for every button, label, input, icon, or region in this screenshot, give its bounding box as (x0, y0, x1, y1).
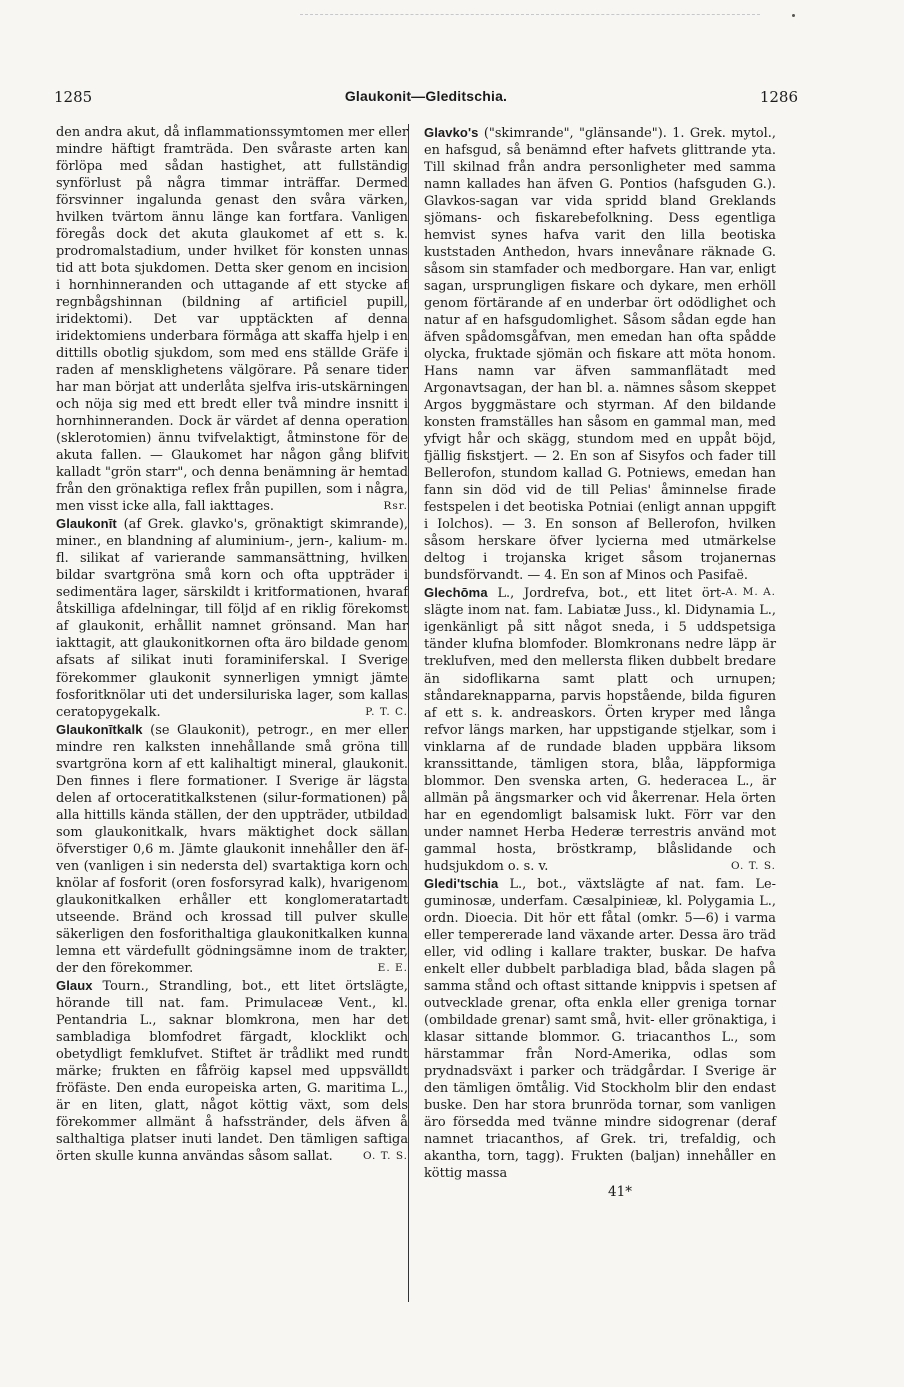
scan-speck (792, 14, 795, 17)
entry-text: (af Grek. glavko's, grönaktigt skimrande), miner., en blandning af aluminium-, jern-, kalium- m. fl. silikat af varierande sammansättning, hvilken bildar svartgröna små korn och ofta uppträder i sedimentära lager, särskildt i kritformationen, hvaraf åtskilliga afdelningar, till följd af en riklig förekomst af glaukonit, erhållit namnet grönsand. Man har iakttagit, att glaukonitkornen ofta äro bildade genom afsats af silikat inuti foraminiferskal. I Sverige förekommer glaukonit synnerligen ymnigt jämte fosforitknölar uti det undersiluriska lager, som kallas ceratopygekalk. (56, 517, 408, 720)
right-column (424, 124, 776, 1201)
entry-glechoma (424, 584, 776, 874)
entry-text: Tourn., Strandling, bot., ett litet örtslägte, hörande till nat. fam. Primulaceæ Vent., kl. Pentandria L., saknar blomkrona, men har det sambladiga blomfodret färgadt, klocklikt och obetydligt femklufvet. Stiftet är trådlikt med rundt märke; frukten en fåfröig kapsel med uppsvälldt fröfäste. Den enda europeiska arten, G. maritima L., är en liten, glatt, något köttig växt, som dels förekommer allmänt å hafsstränder, dels äfven å salthaltiga platser inuti landet. Den tämligen saftiga örten skulle kunna användas såsom sallat. (56, 978, 408, 1164)
page-number-right: 1286 (759, 88, 798, 106)
entry-signature: E. E. (377, 961, 408, 974)
column-divider (408, 124, 409, 1302)
entry-gleditschia (424, 875, 776, 1182)
headword: Gledi'tschia (424, 875, 499, 891)
entry-signature: Rsr. (383, 500, 408, 513)
entry-signature: O. T. S. (363, 1149, 408, 1162)
running-title: Glaukonit—Gleditschia. (344, 88, 508, 104)
entry-signature: A. M. A. (725, 586, 776, 599)
entry-text: (se Glaukonit), petrogr., en mer eller mindre ren kalksten innehållande små gröna till svartgröna korn af ett kalihaltigt mineral, glaukonit. Den finnes i flere formationer. I Sverige är lägsta delen af ortoceratitkalkstenen (silur-formationen) på alla hittills kända ställen, der den uppträder, utbildad som glaukonitkalk, hvars mäktighet dock sällan öfverstiger 0,6 m. Jämte glaukonit innehåller den äfven (vanligen i sin nedersta del) svartaktiga korn och knölar af fosforit (oren fosforsyrad kalk), hvarigenom glaukonitkalken erhåller ett konglomeratartadt utseende. Bränd och krossad till pulver skulle säkerligen den fosforithaltiga glaukonitkalken kunna lemna ett värdefullt gödningsämne inom de trakter, der den förekommer. (56, 722, 408, 976)
page-number-left: 1285 (54, 88, 93, 106)
entry-signature: P. T. C. (365, 705, 408, 718)
left-column (56, 124, 408, 1165)
entry-text: L., bot., växtslägte af nat. fam. Leguminosæ, underfam. Cæsalpinieæ, kl. Polygamia L., ordn. Dioecia. Dit hör ett fåtal (omkr. 5—6) i varma eller tempererade land växande arter. Dessa äro träd eller, vid odling i kallare trakter, buskar. De hafva enkelt eller dubbelt parbladiga blad, båda slagen på samma stånd och oftast sittande knippvis i spetsen af outvecklade grenar, ofta enkla eller greniga tornar (ombildade grenar) samt små, hvit- eller grönaktiga, i klasar sittande blommor. G. triacanthos L., som härstammar från Nord-Amerika, odlas som prydnadsväxt i parker och trädgårdar. I Sverige är den tämligen ömtålig. Vid Stockholm blir den endast buske. Den har stora brunröda tornar, som vanligen äro försedda med tvänne mindre sidogrenar (deraf namnet triacanthos, af Grek. tri, trefaldig, och akantha, torn, tagg). Frukten (baljan) innehåller en köttig massa (424, 876, 776, 1181)
headword: Glavko's (424, 125, 479, 140)
headword: Glaux (56, 977, 93, 993)
entry-glaukonit (56, 515, 408, 720)
page-header (54, 88, 798, 110)
entry-signature: O. T. S. (731, 859, 776, 872)
headword: Glaukonīt (56, 516, 117, 532)
headword: Glaukonītkalk (56, 721, 143, 737)
sheet-signature-mark: 41* (608, 1183, 632, 1200)
entry-text: ("skimrande", "glänsande"). 1. Grek. mytol., en hafsgud, så benämnd efter hafvets glittrande yta. Till skilnad från andra personligheter med samma namn kallades han äfven G. Pontios (hafsguden G.). Glavkos-sagan var vida spridd bland Greklands sjömans- och fiskarebefolkning. Dess egentliga hemvist synes hafva varit den lilla beotiska kuststaden Anthedon, hvars innevånare räknade G. såsom sin stamfader och medborgare. Han var, enligt sagan, ursprungligen fiskare och dykare, men erhöll genom förtärande af en underbar ört odödlighet och natur af en hafsgudomlighet. Såsom sådan egde han äfven spådomsgåfvan, men emedan han ofta spådde olycka, fruktade sjömän och fiskare att möta honom. Hans namn var äfven sammanflätadt med Argonavtsagan, der han bl. a. nämnes såsom skeppet Argos byggmästare och styrman. Af den bildande konsten framställes han såsom en gammal man, med yfvigt hår och skägg, stundom med en uppåt böjd, fjällig fiskstjert. — 2. En son af Sisyfos och fader till Bellerofon, stundom kallad G. Potniews, emedan han fann sin död vid de till Pelias' åminnelse firade festspelen i det beotiska Potniai (enligt annan uppgift i Iolchos). — 3. En sonson af Bellerofon, hvilken såsom herskare öfver lycierna med utmärkelse deltog i trojanska kriget såsom trojanernas bundsförvandt. — 4. En son af Minos och Pasifaë. (424, 126, 776, 584)
entry-glaux (56, 977, 408, 1165)
entry-continuation (56, 124, 408, 515)
entry-glaukonitkalk (56, 721, 408, 977)
entry-text: L., Jordrefva, bot., ett litet örtslägte inom nat. fam. Labiatæ Juss., kl. Didynamia L., igenkänligt på sitt något sneda, i 5 uddspetsiga tänder klufna blomfoder. Blomkronans nedre läpp är treklufven, med den mellersta fliken dubbelt bredare än sidoflikarna samt platt och urnupen; ståndareknapparna, parvis hopstående, bilda figuren af ett s. k. andreaskors. Örten kryper med långa refvor längs marken, har uppstigande stjelkar, som i vinklarna af de rundade bladen uppbära liksom kranssittande, tämligen stora, blåa, läppformiga blommor. Den svenska arten, G. hederacea L., är allmän på ängsmarker och vid åkerrenar. Hela örten har en egendomligt balsamisk lukt. Förr var den under namnet Herba Hederæ terrestris använd mot gammal hosta, bröstkramp, blåslidande och hudsjukdom o. s. v. (424, 586, 776, 874)
entry-text: den andra akut, då inflammationssymtomen mer eller mindre häftigt framträda. Den svåraste arten kan förlöpa med sådan hastighet, att fullständig synförlust på några timmar inträffar. Dermed försvinner ingalunda genast den svåra värken, hvilken tvärtom ännu länge kan fortfara. Vanligen föregås dock det akuta glaukomet af ett s. k. prodromalstadium, under hvilket för konsten unnas tid att bota sjukdomen. Detta sker genom en incision i hornhinneranden och uttagande af ett stycke af regnbågshinnan (bildning af artificiel pupill, iridektomi). Det var upptäckten af denna iridektomiens underbara förmåga att skaffa hjelp i en dittills obotlig sjukdom, som med ens ställde Gräfe i raden af mensklighetens välgörare. På senare tider har man börjat att underlåta sjelfva iris-utskärningen och nöja sig med ett bredt eller två mindre insnitt i hornhinneranden. Dock är värdet af denna operation (sklerotomien) ännu tvifvelaktigt, åtminstone för de akuta fallen. — Glaukomet har någon gång blifvit kalladt "grön starr", och denna benämning är hemtad från den grönaktiga reflex från pupillen, som i några, men visst icke alla, fall iakttages. (56, 125, 408, 515)
top-rule-artifact (300, 14, 760, 15)
headword: Glechōma (424, 585, 488, 601)
